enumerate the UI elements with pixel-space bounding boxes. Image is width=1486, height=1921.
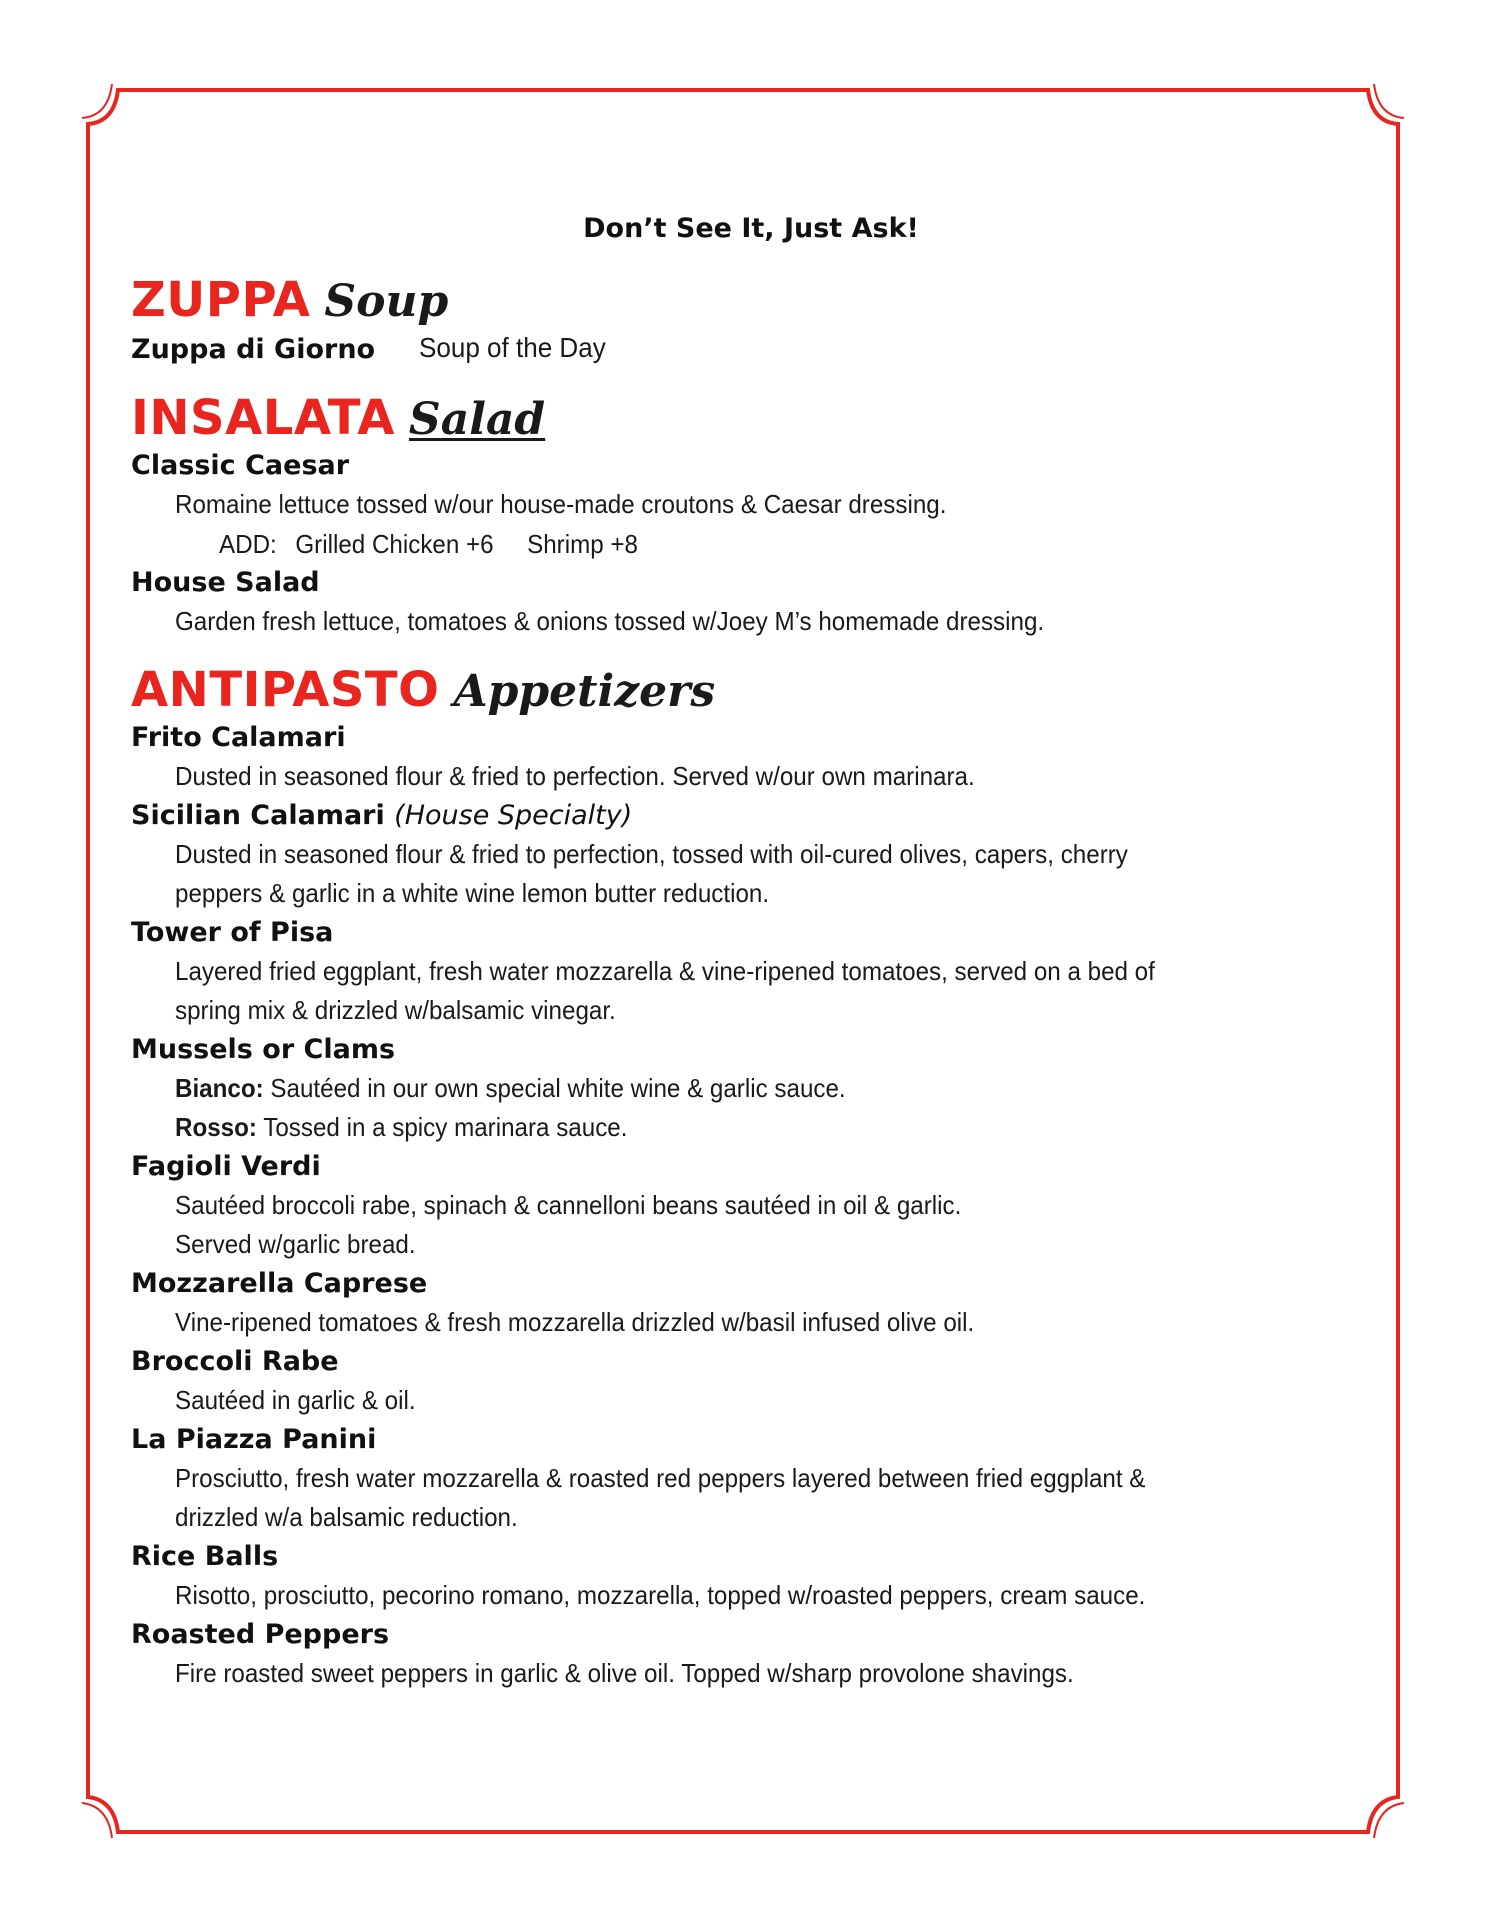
tagline: Don’t See It, Just Ask! [583, 213, 919, 244]
menu-item-name: Classic Caesar [131, 450, 350, 481]
menu-item-name: Roasted Peppers [131, 1619, 390, 1650]
menu-item-name: Fagioli Verdi [131, 1151, 321, 1182]
menu-item-name: Frito Calamari [131, 722, 346, 753]
menu-item-description: Sautéed broccoli rabe, spinach & cannelloni beans sautéed in oil & garlic. [175, 1190, 962, 1220]
menu-item-description: Prosciutto, fresh water mozzarella & roasted red peppers layered between fried eggplant & [175, 1463, 1146, 1493]
menu-item-description: Vine-ripened tomatoes & fresh mozzarella drizzled w/basil infused olive oil. [175, 1307, 975, 1337]
menu-item-description: drizzled w/a balsamic reduction. [175, 1502, 518, 1532]
menu-item-option [175, 1073, 846, 1104]
option-description: Sautéed in our own special white wine & garlic sauce. [263, 1073, 846, 1103]
menu-item-name: La Piazza Panini [131, 1424, 377, 1455]
menu-item-name [131, 800, 632, 831]
menu-item-name: Broccoli Rabe [131, 1346, 339, 1377]
menu-item-description: Dusted in seasoned flour & fried to perfection. Served w/our own marinara. [175, 761, 975, 791]
section-title-english: Soup [324, 276, 449, 327]
menu-item-name: Mussels or Clams [131, 1034, 396, 1065]
menu-item-name: Mozzarella Caprese [131, 1268, 428, 1299]
addon-option: Shrimp +8 [527, 529, 638, 559]
menu-item-description: Sautéed in garlic & oil. [175, 1385, 416, 1415]
menu-item-name: Rice Balls [131, 1541, 279, 1572]
menu-item-addons [219, 529, 657, 560]
menu-item-description: Fire roasted sweet peppers in garlic & olive oil. Topped w/sharp provolone shavings. [175, 1658, 1074, 1688]
menu-item-description: Romaine lettuce tossed w/our house-made croutons & Caesar dressing. [175, 489, 947, 519]
menu-item-description: Served w/garlic bread. [175, 1229, 416, 1259]
section-title-italian: ZUPPA [131, 272, 311, 328]
menu-item-description: Garden fresh lettuce, tomatoes & onions tossed w/Joey M’s homemade dressing. [175, 606, 1045, 636]
option-description: Tossed in a spicy marinara sauce. [256, 1112, 628, 1142]
menu-item-description: Dusted in seasoned flour & fried to perfection, tossed with oil-cured olives, capers, cherry [175, 839, 1128, 869]
house-specialty-note: (House Specialty) [394, 800, 633, 831]
section-title-italian: ANTIPASTO [131, 662, 440, 718]
menu-item-option [175, 1112, 627, 1143]
section-title-zuppa [131, 272, 448, 328]
addon-option: Grilled Chicken +6 [295, 529, 494, 559]
menu-item-description: Layered fried eggplant, fresh water mozzarella & vine-ripened tomatoes, served on a bed of [175, 956, 1155, 986]
menu-item-description: Soup of the Day [419, 332, 606, 363]
section-title-italian: INSALATA [131, 390, 395, 446]
menu-item-description: Risotto, prosciutto, pecorino romano, mozzarella, topped w/roasted peppers, cream sauce. [175, 1580, 1146, 1610]
menu-item-name: House Salad [131, 567, 320, 598]
menu-item-description: spring mix & drizzled w/balsamic vinegar. [175, 995, 616, 1025]
addon-label: ADD: [219, 529, 277, 559]
section-title-antipasto [131, 662, 715, 718]
option-label: Rosso: [175, 1112, 257, 1142]
section-title-insalata [131, 390, 545, 446]
menu-item-description: peppers & garlic in a white wine lemon butter reduction. [175, 878, 770, 908]
menu-item-name: Zuppa di Giorno [131, 334, 376, 365]
menu-item-name-text: Sicilian Calamari [131, 800, 385, 831]
option-label: Bianco: [175, 1073, 264, 1103]
section-title-english: Salad [408, 394, 546, 445]
menu-item-name: Tower of Pisa [131, 917, 334, 948]
section-title-english: Appetizers [453, 666, 716, 717]
